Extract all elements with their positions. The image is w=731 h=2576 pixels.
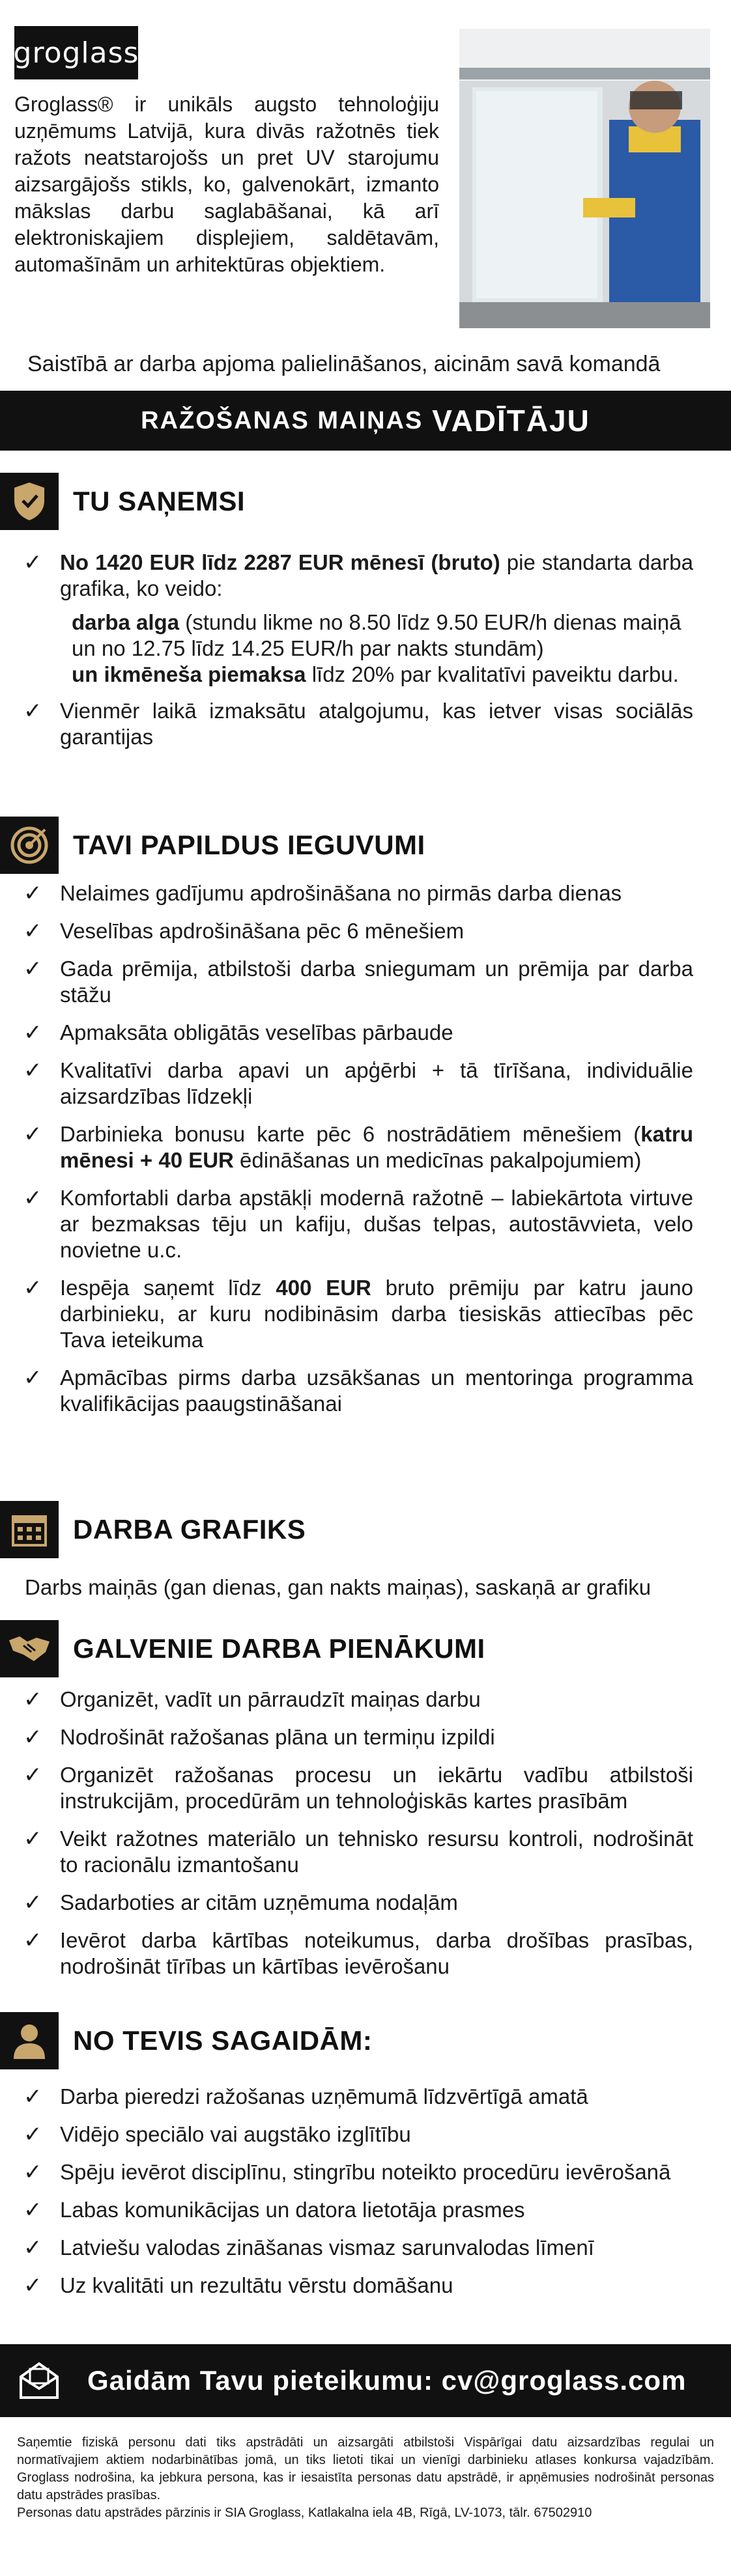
item-text: Darbinieka bonusu karte pēc 6 nostrādātiem mēnešiem ( [60,1122,641,1146]
offer-header [0,473,731,530]
check-icon: ✓ [23,1687,42,1712]
list-item [0,698,731,750]
list-item [0,1890,731,1916]
apply-bar [0,2344,731,2417]
shield-icon [0,473,59,530]
list-item [0,1365,731,1417]
list-item [0,2159,731,2185]
item-text: Apmaksāta obligātās veselības pārbaude [60,1020,453,1044]
list-item [0,2121,731,2148]
check-icon: ✓ [23,2122,42,2147]
privacy-notice [17,2434,714,2522]
item-text: Uz kvalitāti un rezultātu vērstu domāšanu [60,2273,453,2297]
item-text: Latviešu valodas zināšanas vismaz sarunvalodas līmenī [60,2235,594,2260]
target-icon [0,817,59,874]
bonus-text: līdz 20% par kvalitatīvi paveiktu darbu. [306,662,679,686]
item-text: Nodrošināt ražošanas plāna un termiņu izpildi [60,1725,495,1749]
check-icon: ✓ [23,2160,42,2185]
list-item [0,1121,731,1173]
calendar-icon [0,1501,59,1558]
check-icon: ✓ [23,1365,42,1390]
requirements-title: NO TEVIS SAGAIDĀM: [73,2025,373,2056]
list-item [0,880,731,906]
list-item [0,2273,731,2299]
person-icon [0,2012,59,2069]
item-text: Spēju ievērot disciplīnu, stingrību noteikto procedūru ievērošanā [60,2160,671,2184]
duties-title: GALVENIE DARBA PIENĀKUMI [73,1633,485,1664]
duties-section [0,1620,731,1980]
item-text: Veselības apdrošināšana pēc 6 mēnešiem [60,919,465,943]
list-item [0,918,731,944]
check-icon: ✓ [23,2198,42,2222]
item-text: Vienmēr laikā izmaksātu atalgojumu, kas ietver visas sociālās garantijas [60,699,693,749]
check-icon: ✓ [23,919,42,944]
position-title-emphasis: VADĪTĀJU [432,404,590,438]
list-item [0,1724,731,1750]
wage-label: darba alga [72,610,180,634]
apply-email-link[interactable]: Gaidām Tavu pieteikumu: cv@groglass.com [87,2365,687,2396]
list-item [0,2084,731,2110]
wage-detail [0,609,731,662]
item-text: Sadarboties ar citām uzņēmuma nodaļām [60,1890,458,1914]
check-icon: ✓ [23,1122,42,1147]
schedule-section [0,1501,731,1600]
check-icon: ✓ [23,1725,42,1750]
controller-text: Personas datu apstrādes pārzinis ir SIA Groglass, Katlakalna iela 4B, Rīgā, LV-1073, tālr. 67502910 [17,2506,592,2520]
requirements-section [0,2012,731,2299]
check-icon: ✓ [23,2273,42,2298]
check-icon: ✓ [23,2084,42,2109]
offer-section [0,473,731,750]
check-icon: ✓ [23,699,42,723]
check-icon: ✓ [23,1763,42,1787]
list-item [0,1020,731,1046]
item-text: Organizēt ražošanas procesu un iekārtu vadību atbilstoši instrukcijām, procedūrām un tehnoloģiskās kartes prasībām [60,1763,693,1813]
item-text: Apmācības pirms darba uzsākšanas un mentoringa programma kvalifikācijas paaugstināšanai [60,1365,693,1416]
benefits-title: TAVI PAPILDUS IEGUVUMI [73,830,425,860]
bonus-label: un ikmēneša piemaksa [72,662,306,686]
item-text: Komfortabli darba apstākļi modernā ražotnē – labiekārtota virtuve ar bezmaksas tēju un kafiju, dušas telpas, autostāvvieta, velo novietne u.c. [60,1186,693,1262]
check-icon: ✓ [23,957,42,981]
item-text: Gada prēmija, atbilstoši darba sniegumam un prēmija par darba stāžu [60,957,693,1007]
item-text: Iespēja saņemt līdz [60,1276,276,1300]
check-icon: ✓ [23,1827,42,1851]
list-item [0,956,731,1008]
invitation-text: Saistībā ar darba apjoma palielināšanos, aicinām savā komandā [27,352,661,376]
item-text: Veikt ražotnes materiālo un tehnisko resursu kontroli, nodrošināt to racionālu izmantošanu [60,1827,693,1877]
check-icon: ✓ [23,1186,42,1211]
list-item [0,1185,731,1263]
check-icon: ✓ [23,881,42,906]
check-icon: ✓ [23,1276,42,1300]
schedule-title: DARBA GRAFIKS [73,1514,306,1545]
handshake-icon [0,1620,59,1677]
worker-illustration [459,29,710,328]
item-text: Vidējo speciālo vai augstāko izglītību [60,2122,411,2146]
item-text: Kvalitatīvi darba apavi un apģērbi + tā tīrīšana, individuālie aizsardzības līdzekļi [60,1058,693,1108]
item-text: Ievērot darba kārtības noteikumus, darba drošības prasības, nodrošināt tīrības un kārtības ievērošanu [60,1928,693,1978]
item-text: Darba pieredzi ražošanas uzņēmumā līdzvērtīgā amatā [60,2084,588,2108]
worker-photo [459,29,710,328]
item-text: Labas komunikācijas un datora lietotāja prasmes [60,2198,525,2222]
list-item [0,1687,731,1713]
groglass-logo: groglass [14,26,138,79]
list-item [0,1762,731,1814]
schedule-text: Darbs maiņās (gan dienas, gan nakts maiņas), saskaņā ar grafiku [25,1575,652,1599]
position-banner [0,391,731,451]
check-icon: ✓ [23,1928,42,1953]
salary-range: No 1420 EUR līdz 2287 EUR mēnesī (bruto) [60,550,500,574]
check-icon: ✓ [23,2235,42,2260]
list-item [0,1826,731,1878]
salary-note: pie standarta darba grafika, ko veido: [60,550,693,600]
list-item [0,1057,731,1110]
benefits-section [0,817,731,1417]
benefits-header [0,817,731,874]
mail-icon [17,2359,61,2403]
requirements-header [0,2012,731,2069]
duties-header [0,1620,731,1677]
referral-amount: 400 EUR [276,1276,371,1300]
check-icon: ✓ [23,1890,42,1915]
list-item [0,550,731,602]
bonus-detail [0,662,731,688]
schedule-header [0,1501,731,1558]
position-title-part: RAŽOŠANAS MAIŅAS [141,406,423,434]
wage-text: (stundu likme no 8.50 līdz 9.50 EUR/h dienas maiņā un no 12.75 līdz 14.25 EUR/h par nakts stundām) [72,610,681,660]
offer-title: TU SAŅEMSI [73,486,246,516]
check-icon: ✓ [23,1058,42,1083]
check-icon: ✓ [23,550,42,575]
card-amount: katru mēnesi + 40 EUR [60,1122,693,1172]
company-intro: Groglass® ir unikāls augsto tehnoloģiju uzņēmums Latvijā, kura divās ražotnēs tiek ražots neatstarojošs un pret UV starojumu aizsargājošs stikls, ko, galvenokārt, izmanto mākslas darbu saglabāšanai, kā arī elektroniskajiem displejiem, saldētavām, automašīnām un arhitektūras objektiem. [14,92,439,276]
item-text: bruto prēmiju par katru jauno darbinieku, ar kuru nodibināsim darba tiesiskās attiecības pēc Tava ieteikuma [60,1276,694,1352]
list-item [0,1927,731,1980]
item-text: ēdināšanas un medicīnas pakalpojumiem) [233,1148,642,1172]
list-item [0,2197,731,2223]
list-item [0,2235,731,2261]
check-icon: ✓ [23,1020,42,1045]
list-item [0,1275,731,1353]
item-text: Nelaimes gadījumu apdrošināšana no pirmās darba dienas [60,881,622,905]
item-text: Organizēt, vadīt un pārraudzīt maiņas darbu [60,1687,481,1711]
privacy-text: Saņemtie fiziskā personu dati tiks apstrādāti un aizsargāti atbilstoši Vispārīgai datu aizsardzības regulai un normatīvajiem aktiem nodarbinātības jomā, un tiks lietoti tikai un vienīgi darbinieku atlases konkursa vajadzībām. Groglass nodrošina, ka jebkura persona, kas ir iesaistīta personas datu apstrādē, ir apņēmusies nodrošināt personas datu apstrādes prasības. [17,2435,714,2502]
